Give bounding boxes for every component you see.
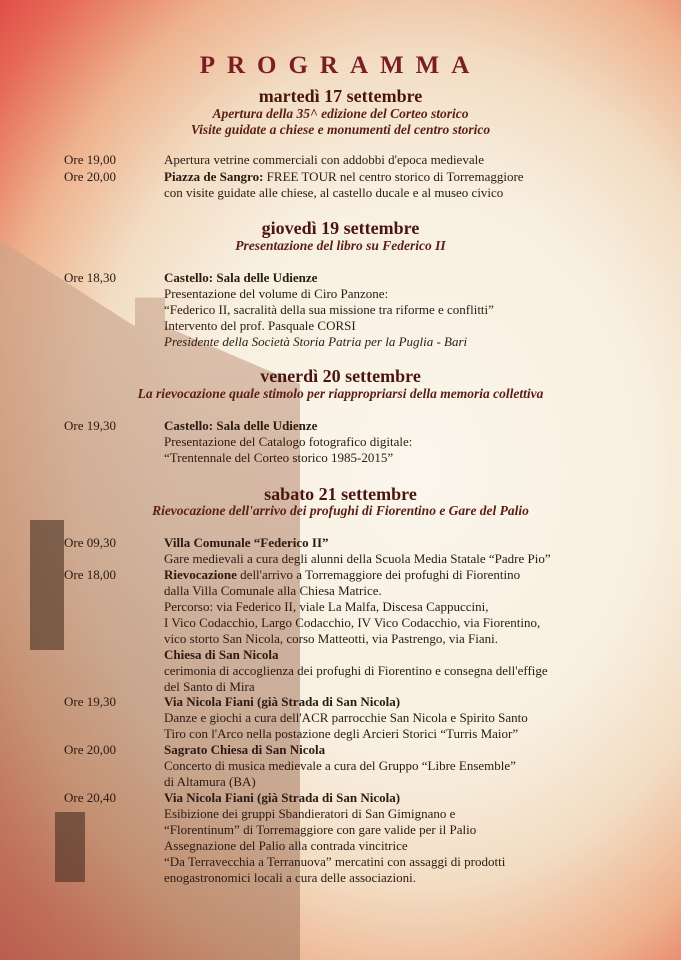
event-text: Intervento del prof. Pasquale CORSI [164, 318, 356, 333]
event-text: Presentazione del Catalogo fotografico digitale: [164, 434, 413, 449]
event-text: Gare medievali a cura degli alunni della Scuola Media Statale “Padre Pio” [164, 551, 551, 566]
event-line [164, 758, 664, 774]
event-line [164, 694, 664, 710]
day-subtitle [0, 238, 681, 254]
subtitle-line: Apertura della 35^ edizione del Corteo storico [212, 106, 469, 121]
event-description [164, 790, 664, 886]
event-location: Piazza de Sangro: [164, 169, 264, 184]
event-text: I Vico Codacchio, Largo Codacchio, IV Vico Codacchio, via Fiorentino, [164, 615, 541, 630]
event-text: Tiro con l'Arco nella postazione degli Arcieri Storici “Turris Maior” [164, 726, 519, 741]
day-heading: venerdì 20 settembre [260, 366, 421, 386]
event-line [164, 870, 664, 886]
event-line [164, 169, 664, 185]
event-location: Castello: Sala delle Udienze [164, 270, 318, 285]
event-location: Villa Comunale “Federico II” [164, 535, 329, 550]
event-text: di Altamura (BA) [164, 774, 256, 789]
event-time: Ore 18,00 [64, 567, 116, 582]
event-line [164, 742, 664, 758]
event-text: Concerto di musica medievale a cura del Gruppo “Libre Ensemble” [164, 758, 516, 773]
event-line [164, 854, 664, 870]
event-location: Sagrato Chiesa di San Nicola [164, 742, 326, 757]
event-location: Rievocazione [164, 567, 237, 582]
event-description [164, 418, 664, 466]
event-line [164, 318, 664, 334]
event-description [164, 270, 664, 350]
event-text: cerimonia di accoglienza dei profughi di Fiorentino e consegna dell'effige [164, 663, 548, 678]
event-time: Ore 20,00 [64, 742, 116, 757]
event-description [164, 535, 664, 567]
event-time: Ore 20,00 [64, 169, 116, 184]
event-text: dalla Villa Comunale alla Chiesa Matrice. [164, 583, 382, 598]
event-time: Ore 19,30 [64, 694, 116, 709]
day-subtitle [0, 503, 681, 519]
subtitle-line: Presentazione del libro su Federico II [235, 238, 446, 253]
event-location: Via Nicola Fiani (già Strada di San Nicola) [164, 694, 401, 709]
subtitle-line: Rievocazione dell'arrivo dei profughi di Fiorentino e Gare del Palio [152, 503, 529, 518]
event-line [164, 418, 664, 434]
event-line [164, 774, 664, 790]
event-line [164, 631, 664, 647]
event-line [164, 838, 664, 854]
event-line [164, 434, 664, 450]
event-text: del Santo di Mira [164, 679, 255, 694]
event-line [164, 679, 664, 695]
event-line [164, 270, 664, 286]
day-subtitle [0, 106, 681, 138]
event-line [164, 647, 664, 663]
day-heading: sabato 21 settembre [264, 484, 417, 504]
event-text: “Florentinum” di Torremaggiore con gare valide per il Palio [164, 822, 477, 837]
event-line [164, 535, 664, 551]
event-line [164, 286, 664, 302]
event-text: “Federico II, sacralità della sua missione tra riforme e conflitti” [164, 302, 494, 317]
event-line [164, 615, 664, 631]
event-line [164, 790, 664, 806]
event-text: Danze e giochi a cura dell'ACR parrocchie San Nicola e Spirito Santo [164, 710, 528, 725]
event-description [164, 694, 664, 742]
event-text: vico storto San Nicola, corso Matteotti, via Pastrengo, via Fiani. [164, 631, 498, 646]
event-time: Ore 20,40 [64, 790, 116, 805]
event-time: Ore 19,30 [64, 418, 116, 433]
event-location: Castello: Sala delle Udienze [164, 418, 318, 433]
page-title: PROGRAMMA [199, 52, 482, 79]
event-line [164, 710, 664, 726]
subtitle-line: Visite guidate a chiese e monumenti del centro storico [190, 122, 491, 137]
event-description [164, 742, 664, 790]
event-text: con visite guidate alle chiese, al castello ducale e al museo civico [164, 185, 504, 200]
event-text: “Trentennale del Corteo storico 1985-2015” [164, 450, 394, 465]
event-line [164, 599, 664, 615]
event-note: Presidente della Società Storia Patria per la Puglia - Bari [164, 334, 468, 349]
event-text: “Da Terravecchia a Terranuova” mercatini con assaggi di prodotti [164, 854, 506, 869]
event-line [164, 302, 664, 318]
day-heading: giovedì 19 settembre [261, 218, 420, 238]
event-line [164, 152, 664, 168]
subtitle-line: La rievocazione quale stimolo per riappropriarsi della memoria collettiva [137, 386, 544, 401]
event-text: Percorso: via Federico II, viale La Malfa, Discesa Cappuccini, [164, 599, 489, 614]
event-time: Ore 18,30 [64, 270, 116, 285]
event-location: Chiesa di San Nicola [164, 647, 279, 662]
event-line [164, 822, 664, 838]
event-description [164, 152, 664, 168]
event-text: Presentazione del volume di Ciro Panzone: [164, 286, 389, 301]
day-subtitle [0, 386, 681, 402]
event-time: Ore 19,00 [64, 152, 116, 167]
event-line [164, 583, 664, 599]
event-description [164, 567, 664, 695]
event-line [164, 551, 664, 567]
event-line [164, 185, 664, 201]
event-line [164, 663, 664, 679]
event-text: enogastronomici locali a cura delle associazioni. [164, 870, 416, 885]
event-line [164, 334, 664, 350]
event-line [164, 726, 664, 742]
day-heading: martedì 17 settembre [258, 86, 423, 106]
event-text: dell'arrivo a Torremaggiore dei profughi di Fiorentino [236, 567, 521, 582]
event-time: Ore 09,30 [64, 535, 116, 550]
event-line [164, 567, 664, 583]
event-text: Apertura vetrine commerciali con addobbi d'epoca medievale [164, 152, 484, 167]
event-line [164, 450, 664, 466]
event-description [164, 169, 664, 201]
event-text: Esibizione dei gruppi Sbandieratori di San Gimignano e [164, 806, 456, 821]
event-location: Via Nicola Fiani (già Strada di San Nicola) [164, 790, 401, 805]
event-line [164, 806, 664, 822]
event-text: Assegnazione del Palio alla contrada vincitrice [164, 838, 408, 853]
event-text: FREE TOUR nel centro storico di Torremaggiore [263, 169, 524, 184]
